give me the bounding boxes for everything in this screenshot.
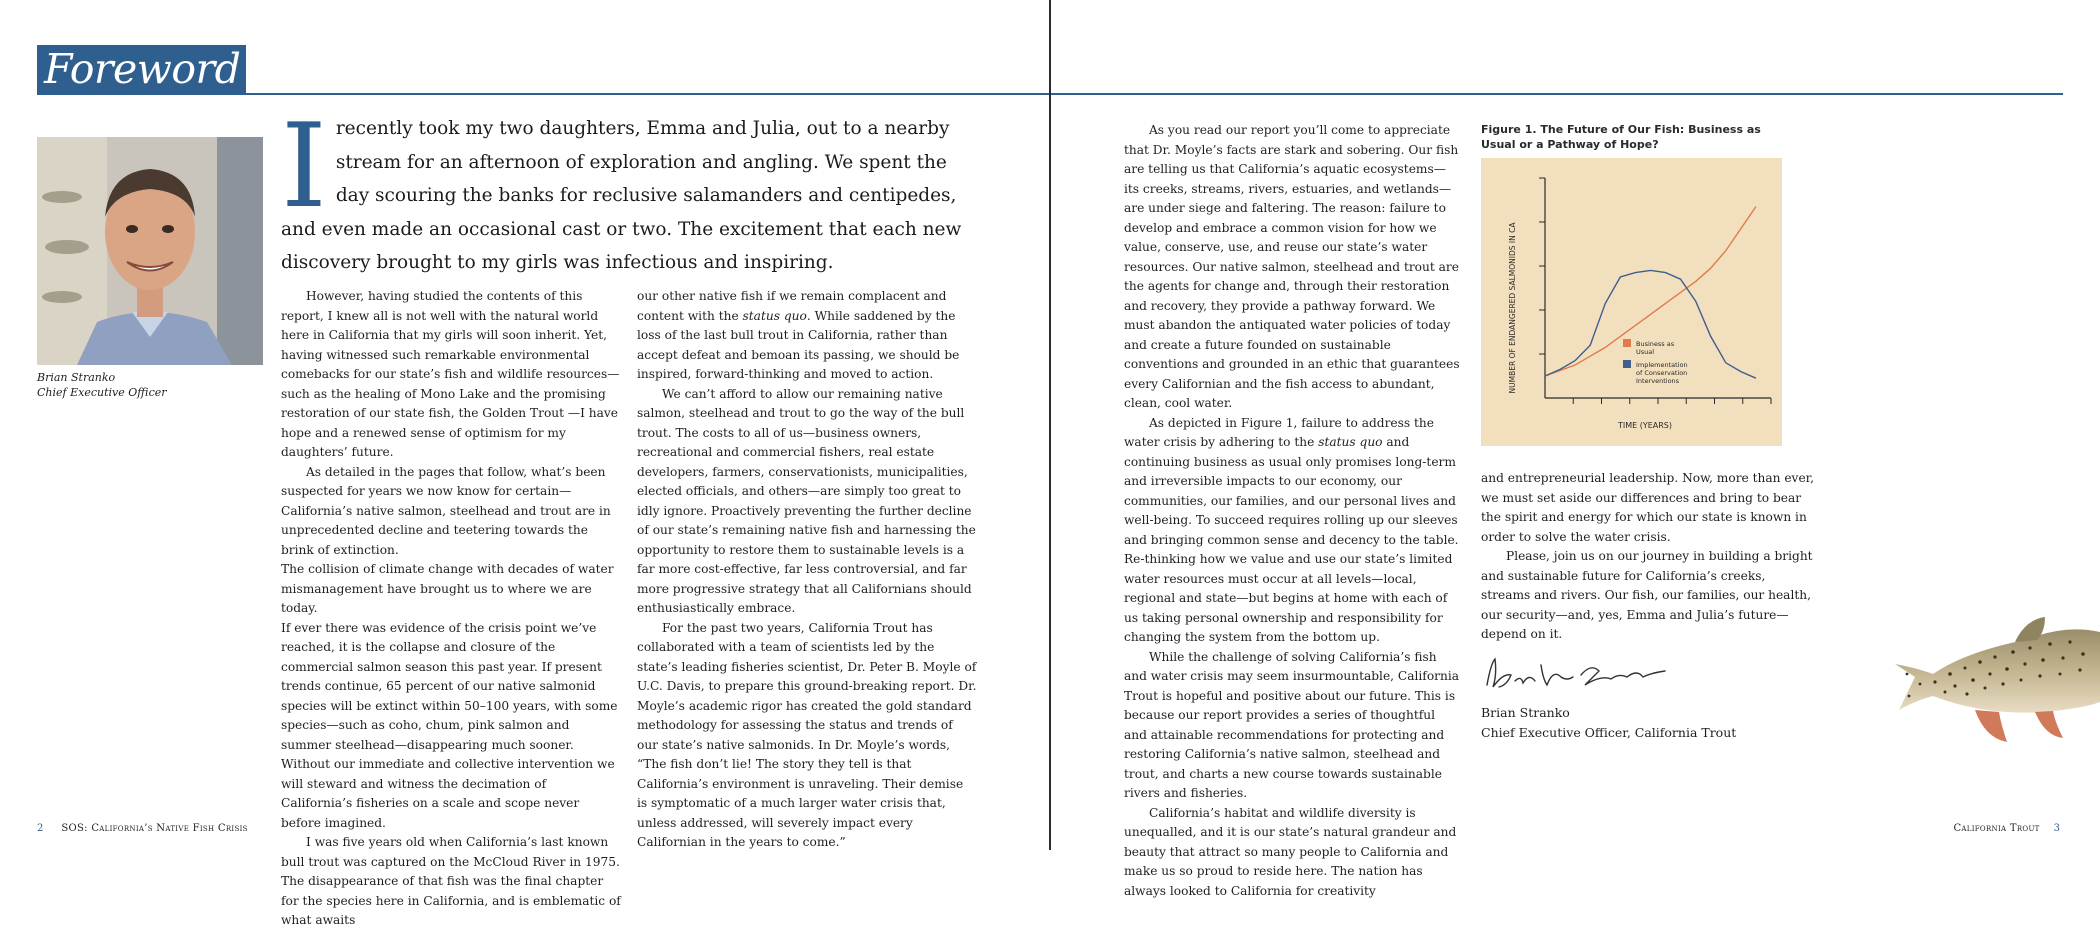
organization-name: California Trout xyxy=(1953,823,2040,834)
signature xyxy=(1481,655,1666,700)
body-column-3 xyxy=(1124,121,1460,901)
paragraph: As detailed in the pages that follow, what’s been suspected for years we now know for certain—California’s native salmon, steelhead and trout are in unprecedented decline and teetering towards the brink of extinction. xyxy=(281,464,611,557)
body-column-4 xyxy=(1481,469,1817,645)
text-run: As depicted in Figure 1, failure to address the water crisis by adhering to the xyxy=(1124,415,1434,449)
photo-caption xyxy=(37,370,167,400)
trout-illustration xyxy=(1895,612,2100,752)
y-axis-label: NUMBER OF ENDANGERED SALMONIDS IN CA xyxy=(1508,222,1517,394)
page-title: Foreword xyxy=(37,45,246,93)
paragraph: Please, join us on our journey in building a bright and sustainable future for California’s creeks, streams and rivers. Our fish, our families, our health, our security—and, yes, Emma and Julia’s future—depend on it. xyxy=(1481,549,1813,641)
text-run: and continuing business as usual only promises long-term and irreversible impacts to our economy, our communities, our families, and our personal lives and well-being. To succeed requires rolling up our sleeves and bringing common sense and decency to the table. Re-thinking how we value and use our state’s limited water resources must occur at all levels—local, regional and state—but begins at home with each of us taking personal ownership and responsibility for changing the system from the bottom up. xyxy=(1124,435,1459,644)
paragraph: We can’t afford to allow our remaining native salmon, steelhead and trout to go the way of the bull trout. The costs to all of us—business owners, recreational and commercial fishers, real estate developers, farmers, conservationists, municipalities, elected officials, and others—are simply too great to idly ignore. Proactively preventing the further decline of our state’s remaining native fish and harnessing the opportunity to restore them to sustainable levels is a far more cost-effective, far less controversial, and far more progressive strategy that all Californians should enthusiastically embrace. xyxy=(637,386,976,615)
paragraph: The collision of climate change with decades of water mismanagement have brought us to where we are today. xyxy=(281,562,614,615)
paragraph: California’s habitat and wildlife diversity is unequalled, and it is our state’s natural grandeur and beauty that attract so many people to California and make us so proud to reside here. The nation has always looked to California for creativity xyxy=(1124,805,1457,898)
portrait-illustration xyxy=(37,137,263,365)
drop-cap: I xyxy=(281,99,327,234)
paragraph: However, having studied the contents of this report, I knew all is not well with the natural world here in California that my girls will soon inherit. Yet, having witnessed such remarkable environmental comebacks for our state’s fish and wildlife resources—such as the healing of Mono Lake and the promising restoration of our state fish, the Golden Trout —I have hope and a renewed sense of optimism for my daughters’ future. xyxy=(281,289,620,459)
signer-block xyxy=(1481,703,1736,743)
emphasis: status quo xyxy=(742,308,807,323)
x-axis-label: TIME (YEARS) xyxy=(1617,421,1673,430)
header-rule-right xyxy=(1051,93,2063,95)
paragraph: While the challenge of solving California’s fish and water crisis may seem insurmountable, California Trout is hopeful and positive about our future. This is because our report provides a series of thoughtful and attainable recommendations for protecting and restoring California’s native salmon, steelhead and trout, and charts a new course towards sustainable rivers and fisheries. xyxy=(1124,649,1459,800)
publication-title: SOS: California’s Native Fish Crisis xyxy=(61,823,248,834)
intro-text: recently took my two daughters, Emma and Julia, out to a nearby stream for an afternoon of exploration and angling. We spent the day scouring the banks for reclusive salamanders and centipedes, and even made an occasional cast or two. The excitement that each new discovery brought to my girls was infectious and inspiring. xyxy=(281,118,962,273)
caption-name: Brian Stranko xyxy=(37,371,116,384)
figure-1-chart xyxy=(1481,158,1782,446)
legend-swatch-1 xyxy=(1623,339,1631,347)
caption-title: Chief Executive Officer xyxy=(37,386,167,399)
figure-caption: Figure 1. The Future of Our Fish: Business as Usual or a Pathway of Hope? xyxy=(1481,123,1761,151)
paragraph xyxy=(637,287,977,385)
footer-right xyxy=(1880,823,2060,835)
legend-label-1: Business as Usual xyxy=(1636,340,1675,356)
paragraph: I was five years old when California’s last known bull trout was captured on the McCloud River in 1975. The disappearance of that fish was the final chapter for the species here in California, and is emblematic of what awaits xyxy=(281,835,621,927)
intro-paragraph xyxy=(281,99,981,280)
body-column-2 xyxy=(637,287,977,853)
legend-label-2: Implementation of Conservation Interventions xyxy=(1636,361,1688,385)
author-photo xyxy=(37,137,263,365)
page-number-left: 2 xyxy=(37,823,44,834)
paragraph: As you read our report you’ll come to appreciate that Dr. Moyle’s facts are stark and sobering. Our fish are telling us that California’s aquatic ecosystems—its creeks, streams, rivers, estuaries, and wetlands—are under siege and faltering. The reason: failure to develop and embrace a common vision for how we value, conserve, use, and reuse our state’s water resources. Our native salmon, steelhead and trout are the agents for change and, through their restoration and recovery, they provide a pathway forward. We must abandon the antiquated water policies of today and create a future founded on sustainable conventions and grounded in an ethic that guarantees every Californian and the fish access to abundant, clean, cool water. xyxy=(1124,123,1460,410)
chart-legend xyxy=(1623,339,1688,385)
text-run: our other native fish if we remain complacent and content with the xyxy=(637,289,947,323)
emphasis: status quo xyxy=(1318,435,1383,449)
legend-swatch-2 xyxy=(1623,360,1631,368)
body-column-1 xyxy=(281,287,621,931)
footer-left xyxy=(37,823,248,835)
paragraph xyxy=(1124,414,1460,648)
signer-title: Chief Executive Officer, California Trout xyxy=(1481,725,1737,740)
signer-name: Brian Stranko xyxy=(1481,705,1570,720)
paragraph: For the past two years, California Trout has collaborated with a team of scientists led by the state’s leading fisheries scientist, Dr. Peter B. Moyle of U.C. Davis, to prepare this ground-breaking report. Dr. Moyle’s academic rigor has created the gold standard methodology for assessing the status and trends of our state’s native salmonids. In Dr. Moyle’s words, “The fish don’t lie! The story they tell is that California’s environment is unraveling. Their demise is symptomatic of a much larger water crisis that, unless addressed, will severely impact every Californian in the years to come.” xyxy=(637,620,977,849)
spread-divider xyxy=(1049,0,1051,850)
figure-1 xyxy=(1481,158,1782,446)
page-number-right: 3 xyxy=(2053,823,2060,834)
text-run: . While saddened by the loss of the last bull trout in California, rather than accept defeat and bemoan its passing, we should be inspired, forward-thinking and moved to action. xyxy=(637,308,960,381)
paragraph: and entrepreneurial leadership. Now, more than ever, we must set aside our differences and bring to bear the spirit and energy for which our state is known in order to solve the water crisis. xyxy=(1481,471,1815,544)
paragraph: If ever there was evidence of the crisis point we’ve reached, it is the collapse and closure of the commercial salmon season this past year. If present trends continue, 65 percent of our native salmonid species will be extinct within 50–100 years, with some species—such as coho, chum, pink salmon and summer steelhead—disappearing much sooner. Without our immediate and collective intervention we will steward and witness the decimation of California’s fisheries on a scale and scope never before imagined. xyxy=(281,620,618,830)
header-rule-left xyxy=(37,93,1049,95)
